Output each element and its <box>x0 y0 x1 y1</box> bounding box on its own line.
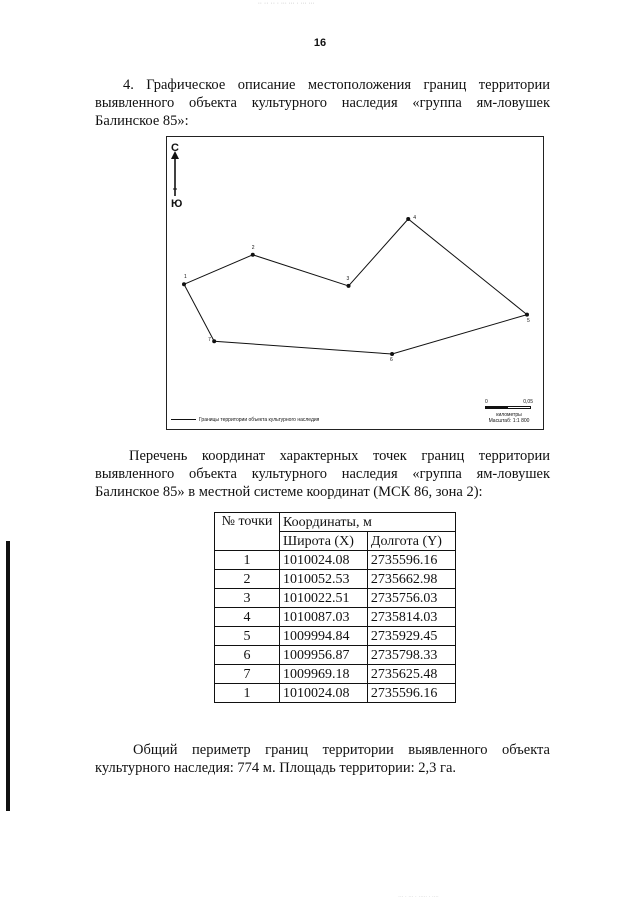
cell-longitude: 2735596.16 <box>367 551 455 570</box>
scan-artifact: ∙∙ ·· ·· ∙ ∙∙∙ ∙∙∙ · ∙∙∙ ∙∙∙ <box>258 0 315 7</box>
boundary-point-label: 4 <box>413 215 416 221</box>
boundary-point-marker <box>525 313 529 317</box>
boundary-point-marker <box>390 352 394 356</box>
cell-latitude: 1010052.53 <box>280 570 368 589</box>
cell-point-number: 5 <box>215 627 280 646</box>
cell-latitude: 1009956.87 <box>280 646 368 665</box>
boundary-point-label: 7 <box>208 337 211 344</box>
cell-longitude: 2735625.48 <box>367 665 455 684</box>
table-row <box>215 551 456 570</box>
compass-south-label: Ю <box>171 198 183 210</box>
section-heading: 4. Графическое описание местоположения границ территории выявленного объекта культурного наследия «группа ям-ловушек Балинское 85»: <box>95 77 550 129</box>
cell-latitude: 1010087.03 <box>280 608 368 627</box>
map-legend <box>171 416 391 425</box>
boundary-map-drawing <box>167 137 545 431</box>
cell-longitude: 2735596.16 <box>367 684 455 703</box>
boundary-point-marker <box>212 339 216 343</box>
summary-paragraph: Общий периметр границ территории выявленного объекта культурного наследия: 774 м. Площадь территории: 2,3 га. <box>95 742 550 776</box>
cell-longitude: 2735756.03 <box>367 589 455 608</box>
boundary-point-label: 2 <box>251 244 255 251</box>
legend-text: Границы территории объекта культурного наследия <box>199 417 320 423</box>
boundary-point-label: 5 <box>527 317 530 324</box>
page-number: 16 <box>313 37 327 49</box>
boundary-point-label: 1 <box>184 274 187 281</box>
cell-point-number: 2 <box>215 570 280 589</box>
table-row <box>215 665 456 684</box>
scale-bar-graphic <box>485 406 531 409</box>
table-row <box>215 684 456 703</box>
cell-point-number: 3 <box>215 589 280 608</box>
cell-longitude: 2735814.03 <box>367 608 455 627</box>
cell-latitude: 1010022.51 <box>280 589 368 608</box>
compass-north-label: С <box>171 142 179 154</box>
cell-point-number: 1 <box>215 684 280 703</box>
cell-latitude: 1010024.08 <box>280 684 368 703</box>
cell-longitude: 2735662.98 <box>367 570 455 589</box>
header-point-number: № точки <box>215 513 280 551</box>
cell-point-number: 1 <box>215 551 280 570</box>
cell-point-number: 7 <box>215 665 280 684</box>
margin-scan-mark <box>6 541 10 811</box>
table-row <box>215 589 456 608</box>
boundary-point-label: 6 <box>390 357 393 363</box>
boundary-point-marker <box>251 253 255 257</box>
cell-longitude: 2735929.45 <box>367 627 455 646</box>
legend-line-symbol <box>171 419 196 420</box>
table-row <box>215 646 456 665</box>
cell-latitude: 1010024.08 <box>280 551 368 570</box>
scale-start-label: 0 <box>485 399 488 405</box>
scale-units-label: километры <box>496 412 522 418</box>
boundary-point-marker <box>406 217 410 221</box>
scale-bar <box>485 399 533 425</box>
table-row <box>215 570 456 589</box>
header-latitude: Широта (X) <box>280 532 368 551</box>
table-row <box>215 627 456 646</box>
scale-end-label: 0,05 <box>523 399 533 405</box>
boundary-point-label: 3 <box>346 275 350 282</box>
boundary-map <box>166 136 544 430</box>
cell-latitude: 1009994.84 <box>280 627 368 646</box>
boundary-point-marker <box>347 284 351 288</box>
scan-artifact-bottom: ·∙∙ ∙ ∙∙∙ ∙ ·∙∙∙∙ ∙ ∙∙∙∙ <box>398 894 439 900</box>
cell-longitude: 2735798.33 <box>367 646 455 665</box>
header-coordinates: Координаты, м <box>280 513 456 532</box>
scale-ratio-label: Масштаб: 1:1 800 <box>488 418 530 424</box>
table-row <box>215 608 456 627</box>
cell-point-number: 6 <box>215 646 280 665</box>
table-header-row <box>215 513 456 532</box>
cell-latitude: 1009969.18 <box>280 665 368 684</box>
coordinates-intro-paragraph: Перечень координат характерных точек границ территории выявленного объекта культурного наследия «группа ям-ловушек Балинское 85» в местной системе координат (МСК 86, зона 2): <box>95 448 550 500</box>
header-longitude: Долгота (Y) <box>367 532 455 551</box>
cell-point-number: 4 <box>215 608 280 627</box>
territory-boundary-line <box>184 219 527 354</box>
coordinates-table <box>214 512 456 703</box>
boundary-point-marker <box>182 282 186 286</box>
